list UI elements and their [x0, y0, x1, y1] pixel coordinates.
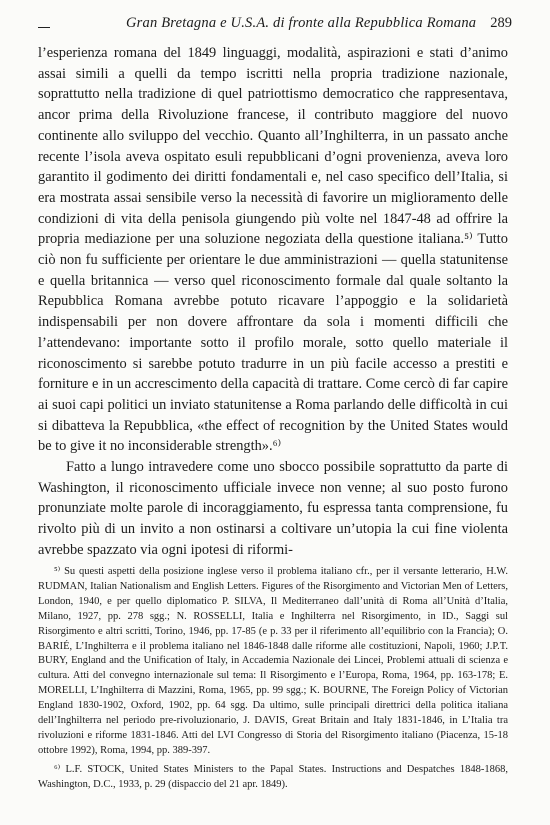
footnotes — [38, 565, 508, 797]
page-number: 289 — [490, 15, 512, 31]
running-header — [0, 15, 550, 37]
footnote: ⁶⁾ L.F. STOCK, United States Ministers to the Papal States. Instructions and Despatches 1848-1868, Washington, D.C., 1933, p. 29 (dispaccio del 21 apr. 1849). — [38, 763, 508, 790]
header-rule — [38, 27, 50, 28]
running-title: Gran Bretagna e U.S.A. di fronte alla Repubblica Romana — [126, 15, 477, 31]
body-paragraph: l’esperienza romana del 1849 linguaggi, modalità, aspirazioni e stati d’animo assai simili a quelli da tempo iscritti nella propria tradizione nazionale, soprattutto nella tradizione di quel patriottismo democratico che rappresentava, ancor prima della Rivoluzione francese, il contributo maggiore del nuovo continente allo sviluppo del vecchio. Quanto all’Inghilterra, in un passato anche recente l’isola aveva ospitato esuli repubblicani d’ogni provenienza, aveva loro garantito il godimento dei diritti fondamentali e, nel caso specifico dell’Italia, si era mostrata assai sensibile verso la necessità di favorire un miglioramento delle condizioni di vita della penisola giungendo più volte nel 1847-48 ad offrire la propria mediazione per una soluzione negoziata della questione italiana.⁵⁾ Tutto ciò non fu sufficiente per orientare le due amministrazioni — quella statunitense e quella britannica — verso quel riconoscimento formale dal quale soltanto la Repubblica Romana avrebbe potuto ricavare l’appoggio e la solidarietà indispensabili per non dovere affrontare da sola i momenti difficili che l’attendevano: importante sotto il profilo morale, sotto quello materiale il riconoscimento si sarebbe potuto tradurre in un più facile accesso a prestiti e forniture e in un accrescimento della capacità di trattare. Come cercò di far capire ai suoi capi politici un inviato statunitense a Roma parlando delle difficoltà in cui si dibatteva la Repubblica, «the effect of recognition by the United States would be to give it no inconsiderable strength».⁶⁾ — [38, 45, 508, 455]
main-text — [38, 43, 508, 561]
footnote: ⁵⁾ Su questi aspetti della posizione inglese verso il problema italiano cfr., per il versante letterario, H.W. RUDMAN, Italian Nationalism and English Letters. Figures of the Risorgimento and Victorian Men of Letters, London, 1940, e per quello diplomatico P. SILVA, Il Mediterraneo dall’unità di Roma all’Unità d’Italia, Milano, 1927, pp. 278 sgg.; N. ROSSELLI, Italia e Inghilterra nel Risorgimento, in ID., Saggi sul Risorgimento e altri scritti, Torino, 1946, pp. 17-85 (e p. 33 per il riferimento all’equilibrio con la Francia); O. BARIÉ, L’Inghilterra e il problema italiano nel 1846-1848 dalle riforme alle costituzioni, Napoli, 1960; J.P.T. BURY, England and the Unification of Italy, in Accademia Nazionale dei Lincei, Problemi attuali di scienza e cultura. Atti del convegno internazionale sul tema: Il Risorgimento e l’Europa, Roma, 1964, pp. 163-178; E. MORELLI, L’Inghilterra di Mazzini, Roma, 1965, pp. 99 sgg.; K. BOURNE, The Foreign Policy of Victorian England 1830-1902, Oxford, 1902, pp. 64 sgg. Da ultimo, sulle principali direttrici della politica italiana dell’Inghilterra nel periodo pre-rivoluzionario, J. DAVIS, Great Britain and Italy 1831-1846, in L’Italia tra rivoluzioni e riforme 1831-1846. Atti del LVI Congresso di Storia del Risorgimento italiano (Piacenza, 15-18 ottobre 1992), Roma, 1994, pp. 389-397. — [38, 566, 508, 756]
body-paragraph: Fatto a lungo intravedere come uno sbocco possibile soprattutto da parte di Washington, il riconoscimento ufficiale invece non venne; al suo posto furono pronunziate molte parole di incoraggiamento, fu espressa tanta comprensione, fu rivolto più di un invito a non ostinarsi a coltivare un’utopia la cui fine violenta avrebbe spazzato via ogni ipotesi di riformi- — [38, 459, 508, 558]
